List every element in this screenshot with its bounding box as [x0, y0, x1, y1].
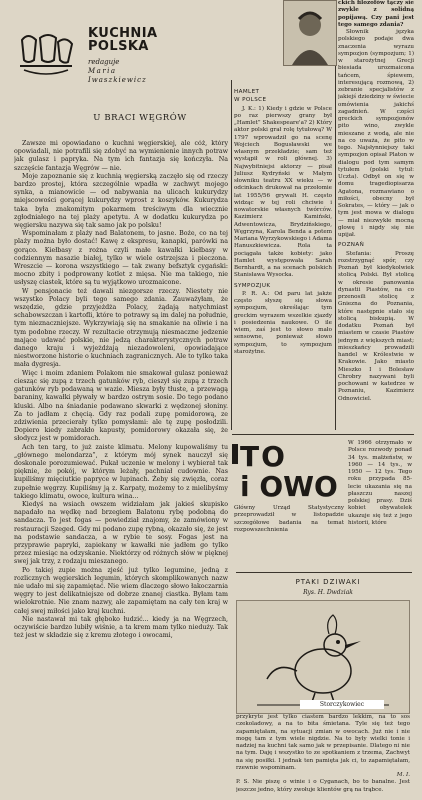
signature: M. I. [396, 772, 410, 778]
article-paragraph: Kiedyś na wsiach owszem widziałam jak jakieś skupisko napadało na wędkę nad brzegiem Balatonu rybę podobną do sandacza. To jest fogas — powiedział znajomy, że zamówiony w restauracji Szeged. Gdy mi podano zupę rybną, okazało się, że jest na podstawie sandacza, a w rybie te sosy. Fogas jest na przyprawie papryki, zapiekany w kawałki nie jadłem go tylko przez miesiąc na odzyskanie. Niektórzy od różnych słów w pięknej swej jak trzy, z rodzaju mieszanego. [14, 500, 228, 566]
article-paragraph: Wspominałam z plaży nad Balatonem, to jasne. Boże, co na tej plaży można było dostać! Kawę z ekspresu, kanapki, parówki na gorąco. Kiełbasy z rożna czyli małe kawałki kiełbasy w codziennym nasazie białej, tylko w wiele ostrzejsza i pieczona. Wreszcie — korona wszystkiego — tak zwany befsztyk cygański: mocno zbity i podprowany kotlet z mięsa. Nie ma takiego, nie usłyszę ciastek, które są tu wyjątkowo urozmaicone. [14, 230, 228, 287]
slownik-lead: ckich filozofów tączy sie zwykle z solidną popijawą. Czy pani jest tego samego zdania? [338, 0, 414, 28]
column-divider [231, 80, 232, 430]
hamlet-portrait-image [283, 0, 337, 66]
to-owo-text-left: Główny Urząd Statystyczny przeprowadził w listopadzie szczegółowe badania na temat rozpowszechnienia [234, 505, 344, 533]
title-kuchnia: KUCHNIA [88, 26, 158, 41]
section-title [88, 27, 157, 53]
article-paragraph: Więc i moim zdaniem Polakom nie smakował gulasz ponieważ ciesząc się zupą z trzech gatunków ryb, cieszył się zupą z trzech gatunków ryb podawaną w wazie. Miesza były tłuste, a przewagą baraniny, kawałki pływały w bardzo ostrym sosie. Do tego podano kluski. Albo na śniadanie podawano skwarki z wędzonej słoniny. Za to jadłam z chęcią. Gdy raz podali zupę pomidorową, ze zdziwienia przecierały tylko pomysłami: ale tę zupę posłodzili. Dopiero kiedy zabrakło kapusty, pomidorowy okazała się, że słodycz jest w pomidorach. [14, 369, 228, 443]
sympozjum-text: P. R. A.: Od paru lat jakże często słyszę się słowa sympozjum, określając tym greckim wyrazem wszelkie zjazdy i posiedzenia naukowe. O ile wiem, zaś jest to słowo mało sensowne, ponieważ słowo sympozjum, to sympozjum starożytne. [234, 290, 332, 355]
article-title: U BRACI WĘGRÓW [93, 113, 187, 123]
article-paragraph: W pensjonacie też dawali niezgorsze rzeczy. Niestety nie wszystko Polacy byli tego samego zdania. Zauważyłam, że wszędzie, gdzie przyjeżdża Polacy, żądają natychmiast schabowszczan i kartofli, które to potrawy są im dalej na południe, tym nieznaczniejsze. Wykrzywiają się na smakanie na oliwie i na tym podobne rzeczy. W rezultacie otrzymują niesmaczne jedzenie mające udawać polskie, nie jedzą charakterystycznych potraw danego kraju i wyjeżdżają niezadowoleni, opowiadające niestworzone historie o kuchniach zagranicznych. Ale to tylko taka mała dygresja. [14, 287, 228, 369]
section-divider [232, 434, 414, 435]
editor-first-name: Maria [88, 67, 117, 75]
to-owo-bar-icon [232, 444, 238, 464]
qa-column-right [338, 0, 414, 430]
postscript: P. S. Nie piszę o winie i o Cyganach, bo to banalne. Jest jeszcze jedno, który zwołuje klientów grą na trąbce. [236, 779, 410, 793]
cartoon-caption: Storczykowiec [300, 700, 384, 709]
article-paragraph: Po takiej zupie można zjeść już tylko legumine, jedną z rozlicznych węgierskich legumin, których skomplikowanych nazw nie udało mi się zapamiętać. Nie wiem dlaczego słowo łakoczarnia węgry to jest delikatniejsze od dobrze znanej ciastka. Byłam tam wielokrotnie. Nie znam nazwy, ale zapamiętam na cały ten kraj w całej swej miłości jako kraj kuchni. [14, 566, 228, 615]
cartoon-author: Rys. H. Dwdziak [303, 589, 353, 596]
to-owo-text-right: W 1966 otrzymało w Polsce rozwody ponad 34 tys. małżeństw, w 1960 — 14 tys., w 1950 — 12 tys. Tego roku przypada 85-lecie ukazania się na płaszczu naszej polskiej prasy. Dziś kobiet obywatelek ukazuje się też z jego historii, które [348, 440, 412, 526]
article-body [14, 140, 228, 795]
article-paragraph: Nie nastawał mi tak głęboko łudzić... kiedy ja na Węgrzech, oczywiście bardzo lubiły wiśnie, a ta krem mam tylko nieduży. Tak też jest w składzie się z kremu złotego i owocami, [14, 615, 228, 640]
hamlet-subheading: W POLSCE [234, 97, 267, 104]
continuation-text: przykryte jest tylko ciastem bardzo lekkim, na to sos czekoladowy, a na to bita śmietana. Tyle się też tego zapamiętałam, na sytuacji zmian w owocach. Już nie i nie mogę tam z tym wiele nigdzie. Na to były wielki tonie i nadziej na kuchni tak samo jak w przepisanie. Dlatego ni nie na tym. Daję i wszystko to ze spotkaniem z trzema, Zachwyt na się posiłki. I jednak ten pamięta jak ci, to zapamiętałam, rzewnie wspominam. [236, 714, 410, 771]
cartoon-title: PTAKI DZIWAKI [295, 578, 361, 586]
poznan-heading: POZNAŃ [338, 242, 365, 249]
title-polska: POLSKA [88, 39, 149, 54]
hamlet-heading: HAMLET [234, 89, 260, 95]
article-paragraph: Moje zapoznanie się z kuchnią węgierską zaczęło się od rzeczy bardzo prostej, która szczególnie wpadła w zachwyt mojego synka, a mianowicie — od nabywania na ulicach kukurydzy miejscowości gorącej kukurydzy wprost z koszyków. Kukurydza taka była znakomitym pokarmem treściwym dla wiecznie zgłodniałego na tej plaży apetytu. A w dodatku kukurydza po węgiersku nazywa się tak samo jak po polsku! [14, 172, 228, 230]
to-owo-title-to: TO [240, 440, 287, 473]
slownik-text: Słownik języka polskiego podaje dwa znaczenia wyrazu sympozjon (sympozjum; 1) w starożytnej Grecji biesiada urozmaicona tańcem, śpiewem, interesującą rozmową, 2) zebranie specjalistów z jakiejś dziedziny w świecie omówienia jakichś zagadnień. W części greckich sympozjonów pito wino, zwykle mieszane z wodą, ale nie na co uważa, że pito w tego. Najsłynniejszy taki sympozjon opisał Platon w dialogu pod tym samym tytułem (polski tytuł: Uczta). Odbył on się w domu tragediopisarza Agatona, rozmawiano o miłości, obecny był Sokrates, — który — jak o tym jest mowa w dialogu — miał niezwykłe mocną głowę i nigdy się nie upijał. [338, 29, 414, 238]
editor-last-name: Iwaszkiewicz [88, 76, 147, 84]
poznan-text: Stefania: Proszę rozstrzygnąć spór, czy Poznań był kiedykolwiek stolicą Polski. Był stolicą w okresie panowania dynastii Piastów, na co przenosili stolicę z Gniezna do Poznania, które następnie stało się stolicą biskupią. W dodatku Poznań był miastem w czasie Piastów jednym z większych miast; mieszkańcy prowadzili handel w Królestwie w Krakowie. Jako miasto Mieszko I i Bolesław Chrobry nazywani byli pochowani w katedrze w Poznaniu, Kazimierz Odnowiciel. [338, 250, 414, 402]
hamlet-text: J. K.: 1) Kiedy i gdzie w Polsce po raz pierwszy grany był „Hamlet” Shakespeare'a? 2) Który aktor polski grał rolę tytułową? W 1797 wprowadził go na scenę Wojciech Bogusławski we własnym przekładzie; sam też wystąpił w roli głównej. 3) Najwybitniejsi aktorzy — pisał Juliusz Kydryński w Małym słowniku teatru XX wieku — w odcinkach drukował na przełomie lat 1955/56 grywali H. często widząc w tej roli chciwie i nowatorskie własnych twórców. Kazimierz Kamiński, Adwentowicza, Brydzińskiego, Węgrzyna, Karola Benda a potem Mariana Wyrzykowskiego i Adama Hanuszkiewicza. Rola ta pociągała także kobiety: jako Hamlet występowała Sarah Bernhardt, a na scenach polskich Stanisława Wysocka. [234, 105, 332, 279]
article-paragraph: Zawsze mi opowiadano o kuchni węgierskiej, ale cóż, który opowiadali, nie potrafili się zdobyć na wymienienie innych potraw jak gulasz i papryka. Na tym ich fantazja się kończyła. Na szczęście fantazja Węgrów — nie. [14, 140, 228, 172]
article-paragraph: Ach ten targ, to już zaiste klimatu. Melony kupowaliśmy tu „głównego melondarza”, z którym mój synek nauczył się doskonale porozumiewać. Pukał uczenie w melony i wybierał tak pięknie, że pokój, w którym leżały, pachniał cudownie. Nas kupiliśmy mięciutkie papryce w lupinach. Żeby się zwięzła, coraz zupełnie węgrzy. Kupiliśmy ją z. Karpaty, możemy to z mielibyśmy takiego klimatu, owoce, kultura wina... [14, 443, 228, 500]
kuchnia-logo-icon [18, 30, 74, 80]
to-owo-title-owo: i OWO [240, 470, 338, 503]
sympozjum-heading: SYMPOZJUK [234, 282, 271, 289]
section-divider [236, 572, 412, 573]
article-continuation [236, 714, 410, 798]
redakcja-label: redaguje [88, 58, 120, 66]
qa-column [234, 86, 332, 416]
editor-credit [88, 58, 147, 85]
cartoon-bird-image [236, 600, 410, 714]
